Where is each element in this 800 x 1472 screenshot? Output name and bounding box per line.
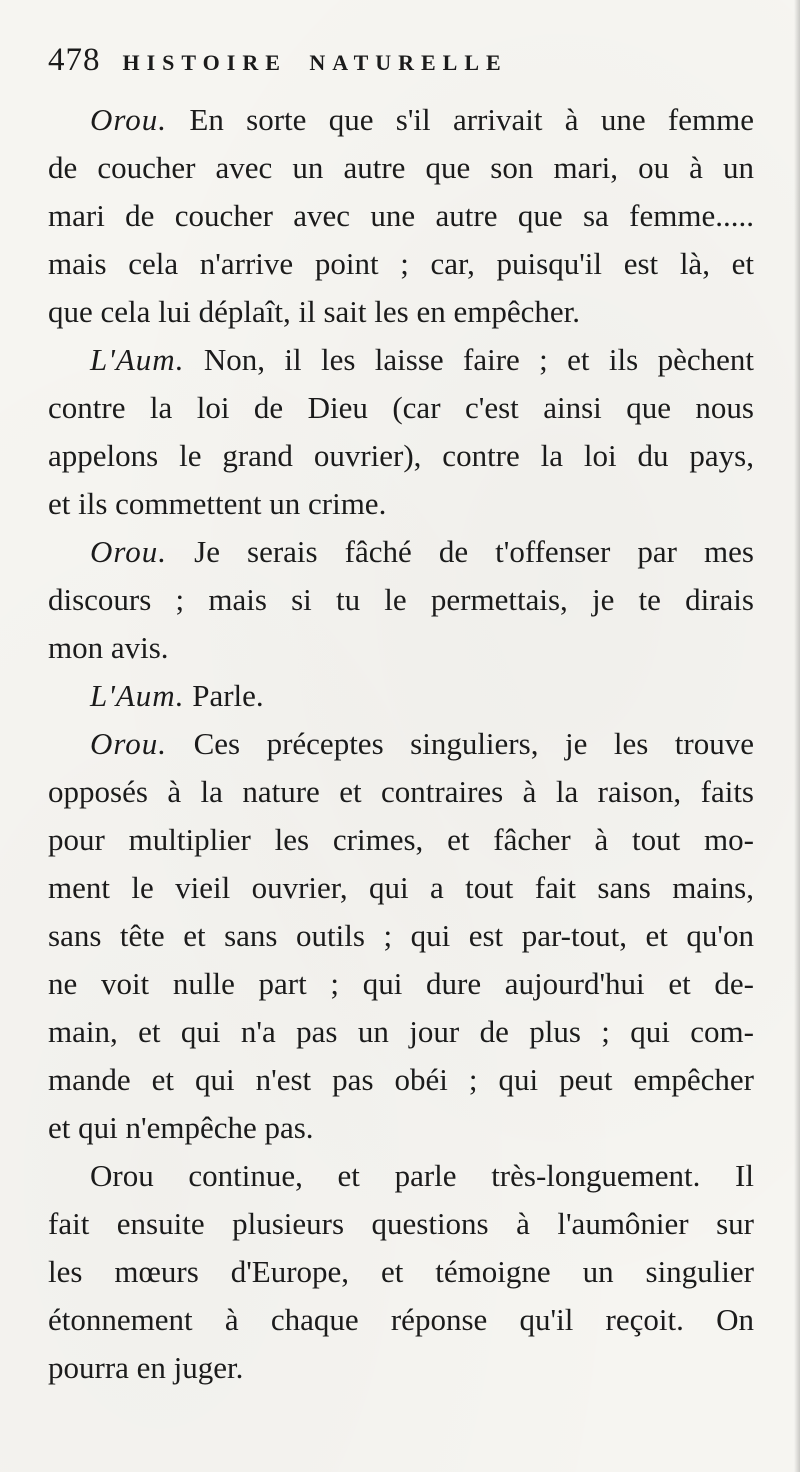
- line-text: En sorte que s'il arrivait à une femme: [167, 102, 754, 137]
- text-line: [48, 240, 754, 288]
- line-text: et qui n'empêche pas.: [48, 1110, 314, 1145]
- line-text: sans tête et sans outils ; qui est par-tout, et qu'on: [48, 918, 754, 953]
- line-text: Parle.: [184, 678, 264, 713]
- text-line: [48, 96, 754, 144]
- text-line: [48, 1344, 754, 1392]
- text-line: [48, 1152, 754, 1200]
- line-text: mande et qui n'est pas obéi ; qui peut empêcher: [48, 1062, 754, 1097]
- line-text: et ils commettent un crime.: [48, 486, 387, 521]
- text-line: [48, 432, 754, 480]
- line-text: Non, il les laisse faire ; et ils pèchent: [184, 342, 754, 377]
- body-text: [48, 96, 754, 1392]
- line-text: mais cela n'arrive point ; car, puisqu'il est là, et: [48, 246, 754, 281]
- line-text: opposés à la nature et contraires à la raison, faits: [48, 774, 754, 809]
- line-text: étonnement à chaque réponse qu'il reçoit. On: [48, 1302, 754, 1337]
- text-line: [48, 336, 754, 384]
- speaker-label: Orou.: [90, 534, 168, 569]
- line-text: contre la loi de Dieu (car c'est ainsi que nous: [48, 390, 754, 425]
- text-line: [48, 960, 754, 1008]
- text-line: [48, 1056, 754, 1104]
- text-line: [48, 1008, 754, 1056]
- line-text: Ces préceptes singuliers, je les trouve: [167, 726, 754, 761]
- text-line: [48, 384, 754, 432]
- line-text: ne voit nulle part ; qui dure aujourd'hui et de-: [48, 966, 754, 1001]
- line-text: main, et qui n'a pas un jour de plus ; qui com-: [48, 1014, 754, 1049]
- page-number: 478: [48, 42, 101, 78]
- page-edge-shadow: [794, 0, 800, 1472]
- line-text: mon avis.: [48, 630, 169, 665]
- line-text: Je serais fâché de t'offenser par mes: [167, 534, 754, 569]
- line-text: appelons le grand ouvrier), contre la loi du pays,: [48, 438, 754, 473]
- line-text: ment le vieil ouvrier, qui a tout fait sans mains,: [48, 870, 754, 905]
- page-header: [48, 42, 748, 90]
- text-line: [48, 1104, 754, 1152]
- line-text: que cela lui déplaît, il sait les en empêcher.: [48, 294, 580, 329]
- text-line: [48, 192, 754, 240]
- line-text: fait ensuite plusieurs questions à l'aumônier sur: [48, 1206, 754, 1241]
- running-head: HISTOIRE NATURELLE: [122, 50, 508, 75]
- text-line: [48, 720, 754, 768]
- speaker-label: L'Aum.: [90, 342, 185, 377]
- speaker-label: L'Aum.: [90, 678, 185, 713]
- text-line: [48, 480, 754, 528]
- line-text: de coucher avec un autre que son mari, ou à un: [48, 150, 754, 185]
- text-line: [48, 864, 754, 912]
- speaker-label: Orou.: [90, 102, 168, 137]
- line-text: Orou continue, et parle très-longuement. Il: [90, 1158, 754, 1193]
- line-text: pour multiplier les crimes, et fâcher à tout mo-: [48, 822, 754, 857]
- text-line: [48, 576, 754, 624]
- text-line: [48, 624, 754, 672]
- line-text: les mœurs d'Europe, et témoigne un singulier: [48, 1254, 754, 1289]
- line-text: pourra en juger.: [48, 1350, 244, 1385]
- line-text: mari de coucher avec une autre que sa femme.....: [48, 198, 754, 233]
- text-line: [48, 528, 754, 576]
- text-line: [48, 1296, 754, 1344]
- text-line: [48, 1248, 754, 1296]
- text-line: [48, 1200, 754, 1248]
- text-line: [48, 768, 754, 816]
- text-line: [48, 672, 754, 720]
- text-line: [48, 288, 754, 336]
- line-text: discours ; mais si tu le permettais, je te dirais: [48, 582, 754, 617]
- text-line: [48, 816, 754, 864]
- speaker-label: Orou.: [90, 726, 168, 761]
- text-line: [48, 144, 754, 192]
- text-line: [48, 912, 754, 960]
